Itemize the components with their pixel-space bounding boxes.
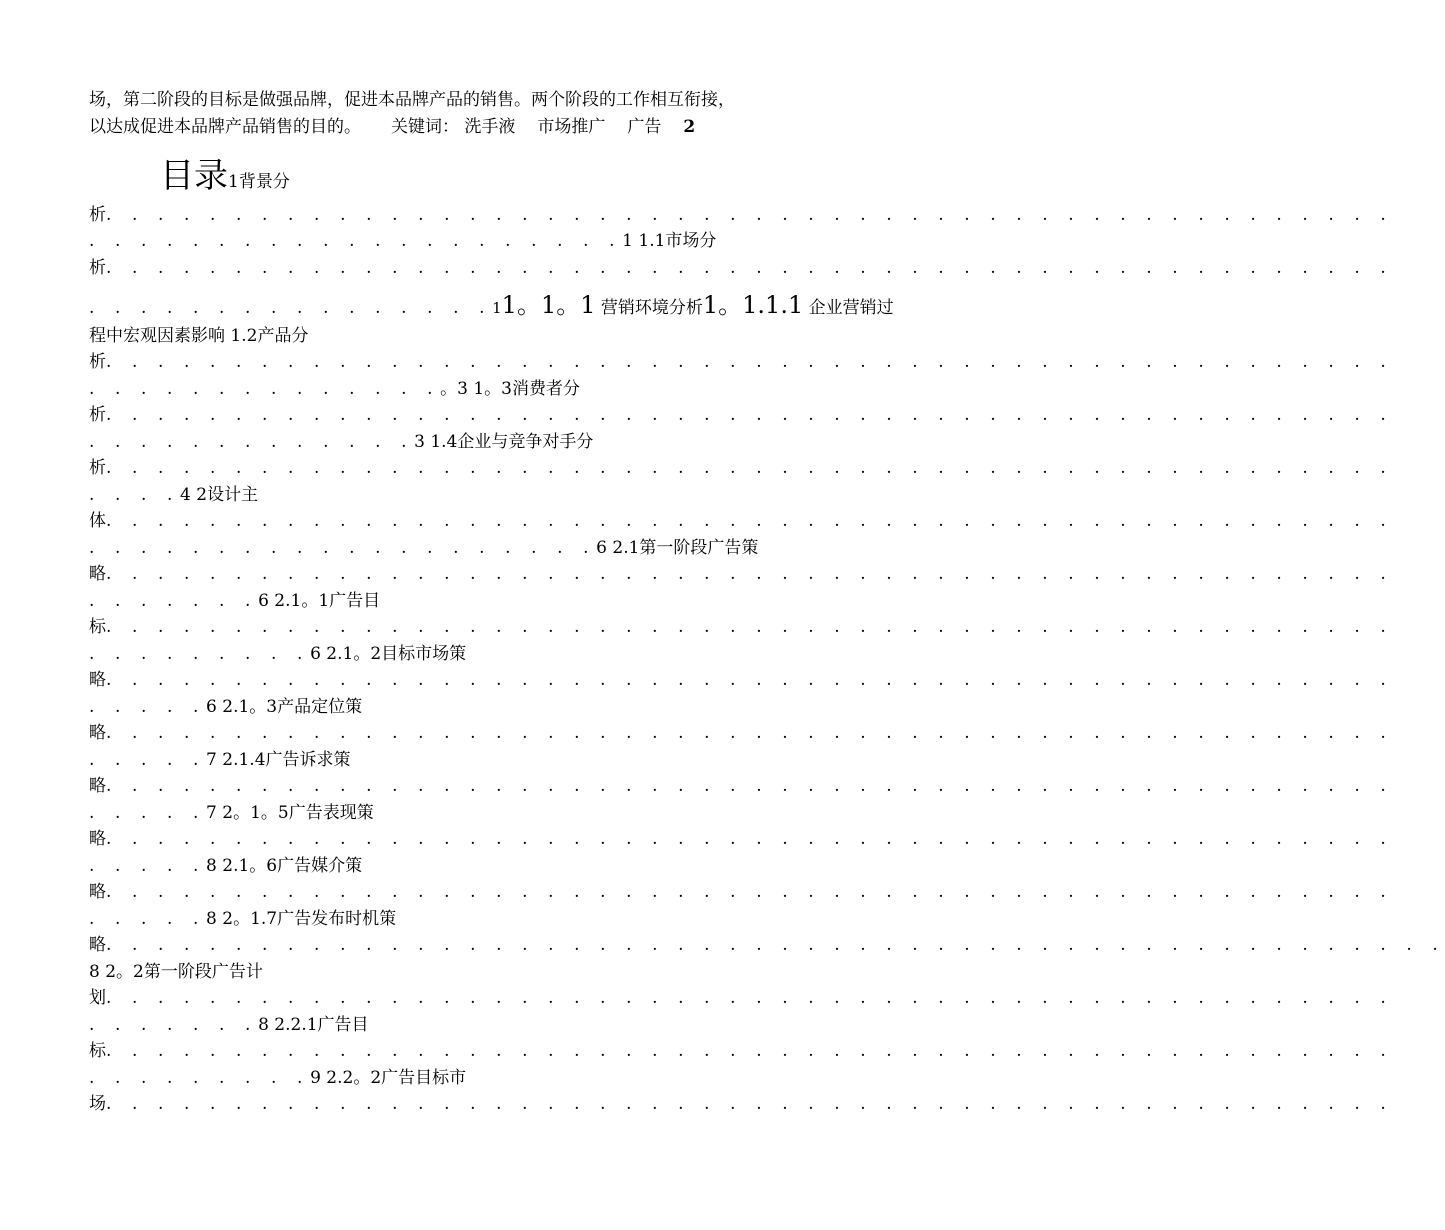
toc-entry-4 [89, 377, 862, 401]
toc-entry-13 [89, 854, 862, 878]
toc-entry-6-leader [89, 509, 1394, 533]
leader-dots: . . . . . . . . . . . . . . . . . . . . . . . . . . . . . . . . . . . . . . . . . . . . . . . . . . [106, 564, 1394, 584]
leader-dots: . . . . . . . . . . . . . . . . . . . . . . . . . . . . . . . . . . . . . . . . . . . . . . . . . . [106, 776, 1394, 796]
leader-dots: . . . . . . . [89, 591, 259, 611]
toc-entry-14 [89, 907, 862, 931]
toc-entry-3-leader [89, 350, 1394, 374]
leader-dots: . . . . . . . . . . . . . . . . . . . . [89, 538, 597, 558]
toc-entry-7-tail: 略 [89, 564, 106, 584]
toc-entry-11 [89, 748, 862, 772]
toc-entry-17-leader [89, 1092, 1394, 1116]
toc-entry-16-leader [89, 1039, 1394, 1063]
toc-entry-5-head: 3 1.4企业与竞争对手分 [414, 432, 594, 452]
leader-dots: . . . . . . . . . . . . . . . . . . . . . . . . . . . . . . . . . . . . . . . . . . . . . . . . . . [106, 1041, 1394, 1061]
toc-entry-2-tail: 析 [89, 258, 106, 278]
leader-dots: . . . . . . . . . . . . . . . . . . . . . . . . . . . . . . . . . . . . . . . . . . . . . . . . . . [106, 829, 1394, 849]
toc-entry-5-tail: 析 [89, 458, 106, 478]
leader-dots: . . . . . . . . . . . . . . . . [89, 298, 493, 318]
toc-entry-6 [89, 483, 862, 507]
keyword-1: 洗手液 [464, 117, 516, 137]
keyword-2: 市场推广 [537, 117, 606, 137]
toc-entry-3-tail: 析 [89, 352, 106, 372]
leader-dots: . . . . . . . . . . . . . . . . . . . . . . . . . . . . . . . . . . . . . . . . . . . . . . . . . . [106, 670, 1394, 690]
toc-entry-9-tail: 略 [89, 670, 106, 690]
toc-entry-9-leader [89, 668, 1394, 692]
toc-entry-3-line2-text: 程中宏观因素影响 1.2产品分 [89, 326, 309, 346]
toc-entry-16 [89, 1013, 862, 1037]
toc-title-line [160, 152, 862, 200]
toc-entry-3-num: 1。1。1 [501, 291, 596, 319]
toc-entry-15 [89, 960, 862, 984]
toc-entry-5-leader [89, 456, 1394, 480]
leader-dots: . . . . . . . . . . . . . [89, 432, 415, 452]
leader-dots: . . . . . . . . . . . . . . . . . . . . . . . . . . . . . . . . . . . . . . . . . . . . . . . . . . [106, 458, 1394, 478]
leader-dots: . . . . . [89, 803, 207, 823]
toc-entry-15-leader [89, 986, 1394, 1010]
toc-entry-1-tail: 析 [89, 205, 106, 225]
toc-entry-3-mid: 营销环境分析 [600, 298, 703, 318]
toc-entry-15-tail: 划 [89, 988, 106, 1008]
toc-entry-16-head: 8 2.2.1广告目 [258, 1015, 369, 1035]
toc-entry-8-head: 6 2.1。1广告目 [258, 591, 381, 611]
page-number: 2 [683, 117, 696, 137]
toc-entry-10-head: 6 2.1。3产品定位策 [206, 697, 363, 717]
leader-dots: . . . . [89, 485, 181, 505]
toc-entry-17-tail: 场 [89, 1094, 106, 1114]
toc-entry-2-head: 1 1.1市场分 [622, 231, 717, 251]
toc-entry-10-tail: 略 [89, 723, 106, 743]
toc-entry-17 [89, 1066, 862, 1090]
leader-dots: . . . . . . . . . . . . . . . . . . . . . . . . . . . . . . . . . . . . . . . . . . . . . . . . . . [106, 258, 1394, 278]
toc-entry-13-tail: 略 [89, 882, 106, 902]
toc-entry-3-pre: 1 [492, 299, 502, 317]
leader-dots: . . . . . [89, 856, 207, 876]
toc-entry-9 [89, 642, 862, 666]
keywords-label: 关键词： [391, 117, 459, 137]
toc-entry-8-leader [89, 615, 1394, 639]
leader-dots: . . . . . . . . . . . . . . . . . . . . . . . . . . . . . . . . . . . . . . . . . . . . . . . . . . [106, 511, 1394, 531]
intro-line-2 [89, 115, 862, 139]
toc-entry-10-leader [89, 721, 1394, 745]
toc-entry-11-head: 7 2.1.4广告诉求策 [206, 750, 351, 770]
intro-text-2: 以达成促进本品牌产品销售的目的。 [89, 117, 361, 137]
leader-dots: . . . . . . . . . . . . . . . . . . . . . . . . . . . . . . . . . . . . . . . . . . . . . . . . . . . . [106, 935, 1445, 955]
toc-entry-13-leader [89, 880, 1394, 904]
intro-line-1 [89, 88, 862, 112]
toc-entry-7-leader [89, 562, 1394, 586]
toc-entry-4-tail: 析 [89, 405, 106, 425]
toc-entry-14-leader [89, 933, 1445, 957]
toc-entry-3-rest: 企业营销过 [808, 298, 894, 318]
leader-dots: . . . . . . . . . . . . . . . . . . . . . . . . . . . . . . . . . . . . . . . . . . . . . . . . . . [106, 617, 1394, 637]
toc-entry-5 [89, 430, 862, 454]
leader-dots: . . . . . . . . . [89, 1068, 311, 1088]
toc-entry-9-head: 6 2.1。2目标市场策 [310, 644, 467, 664]
toc-entry-7-head: 6 2.1第一阶段广告策 [596, 538, 759, 558]
leader-dots: . . . . . . . [89, 1015, 259, 1035]
keyword-3: 广告 [627, 117, 662, 137]
toc-entry-2-leader [89, 256, 1394, 280]
leader-dots: . . . . . . . . . [89, 644, 311, 664]
toc-entry-17-head: 9 2.2。2广告目标市 [310, 1068, 467, 1088]
toc-entry-12-leader [89, 827, 1394, 851]
leader-dots: . . . . . . . . . . . . . . . . . . . . . . . . . . . . . . . . . . . . . . . . . . . . . . . . . . [106, 988, 1394, 1008]
toc-entry-14-tail: 略 [89, 935, 106, 955]
toc-entry-1-head: 1背景分 [228, 172, 290, 192]
toc-entry-1-leader [89, 203, 1394, 227]
leader-dots: . . . . . . . . . . . . . . . . . . . . . . . . . . . . . . . . . . . . . . . . . . . . . . . . . . [106, 405, 1394, 425]
toc-entry-11-leader [89, 774, 1394, 798]
toc-entry-2 [89, 229, 862, 253]
toc-entry-6-head: 4 2设计主 [180, 485, 259, 505]
leader-dots: . . . . . . . . . . . . . . . . . . . . . . . . . . . . . . . . . . . . . . . . . . . . . . . . . . [106, 1094, 1394, 1114]
toc-entry-3-line2 [89, 324, 862, 348]
leader-dots: . . . . . [89, 750, 207, 770]
toc-entry-15-head: 8 2。2第一阶段广告计 [89, 962, 263, 982]
leader-dots: . . . . . . . . . . . . . . . . . . . . . . . . . . . . . . . . . . . . . . . . . . . . . . . . . . [106, 352, 1394, 372]
toc-entry-3 [89, 288, 894, 322]
toc-entry-12-head: 7 2。1。5广告表现策 [206, 803, 374, 823]
toc-entry-10 [89, 695, 862, 719]
leader-dots: . . . . . . . . . . . . . . [89, 379, 441, 399]
leader-dots: . . . . . [89, 909, 207, 929]
toc-entry-8 [89, 589, 862, 613]
toc-entry-4-leader [89, 403, 1394, 427]
toc-entry-13-head: 8 2.1。6广告媒介策 [206, 856, 363, 876]
toc-entry-16-tail: 标 [89, 1041, 106, 1061]
leader-dots: . . . . . . . . . . . . . . . . . . . . . . . . . . . . . . . . . . . . . . . . . . . . . . . . . . [106, 723, 1394, 743]
leader-dots: . . . . . . . . . . . . . . . . . . . . . . . . . . . . . . . . . . . . . . . . . . . . . . . . . . [106, 205, 1394, 225]
toc-entry-4-head: 。3 1。3消费者分 [440, 379, 580, 399]
toc-entry-11-tail: 略 [89, 776, 106, 796]
toc-entry-8-tail: 标 [89, 617, 106, 637]
toc-title: 目录 [160, 156, 228, 196]
intro-text-1: 场，第二阶段的目标是做强品牌，促进本品牌产品的销售。两个阶段的工作相互衔接， [89, 90, 735, 110]
leader-dots: . . . . . . . . . . . . . . . . . . . . . . . . . . . . . . . . . . . . . . . . . . . . . . . . . . [106, 882, 1394, 902]
toc-entry-12-tail: 略 [89, 829, 106, 849]
toc-entry-12 [89, 801, 862, 825]
toc-entry-7 [89, 536, 862, 560]
toc-entry-14-head: 8 2。1.7广告发布时机策 [206, 909, 397, 929]
leader-dots: . . . . . [89, 697, 207, 717]
toc-entry-6-tail: 体 [89, 511, 106, 531]
toc-entry-3-num2: 1。1.1.1 [702, 291, 804, 319]
leader-dots: . . . . . . . . . . . . . . . . . . . . . [89, 231, 623, 251]
